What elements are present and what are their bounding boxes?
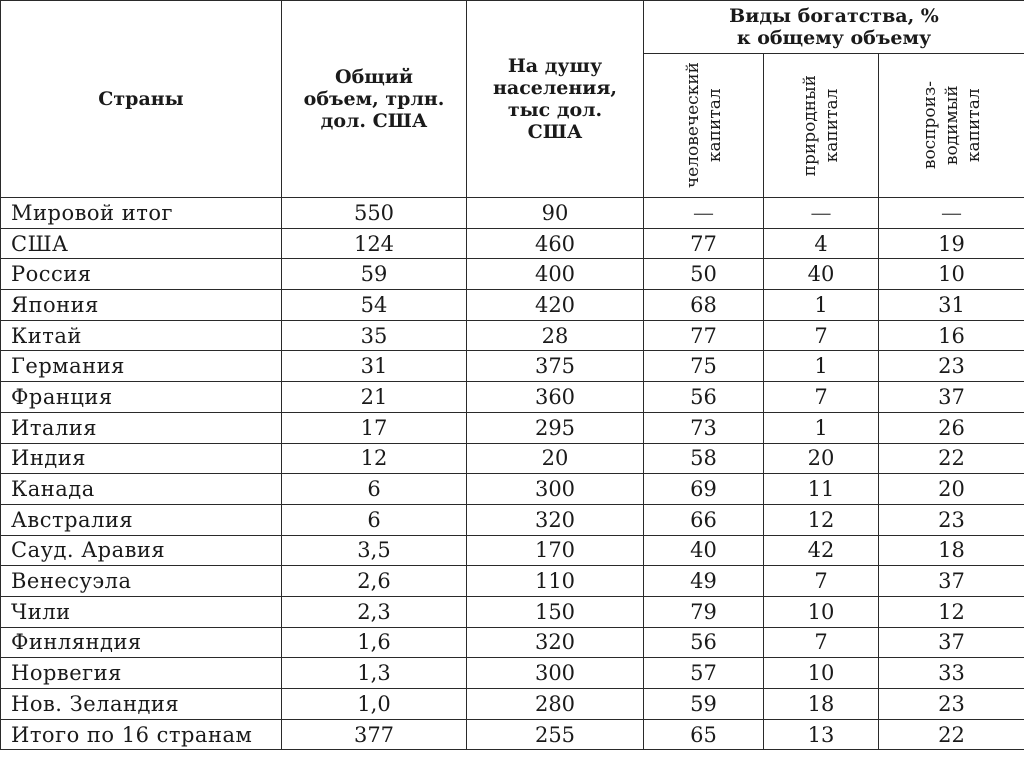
country-cell: Германия	[1, 351, 282, 382]
table-row	[1, 351, 1024, 382]
per-capita-cell: 280	[467, 689, 644, 720]
per-capita-cell: 360	[467, 382, 644, 413]
header-natural-capital	[764, 54, 879, 198]
per-capita-cell: 295	[467, 412, 644, 443]
natural-capital-cell: 18	[764, 689, 879, 720]
natural-capital-cell: 7	[764, 320, 879, 351]
header-per-capita-label: На душу населения, тыс дол. США	[492, 55, 617, 143]
header-human-capital	[644, 54, 764, 198]
reproducible-capital-cell: 22	[879, 719, 1024, 750]
total-cell: 1,6	[282, 627, 467, 658]
reproducible-capital-cell: 31	[879, 290, 1024, 321]
human-capital-cell: 56	[644, 382, 764, 413]
reproducible-capital-cell: 10	[879, 259, 1024, 290]
total-cell: 6	[282, 474, 467, 505]
header-wealth-types-label: Виды богатства, % к общему объему	[729, 5, 939, 49]
per-capita-cell: 170	[467, 535, 644, 566]
natural-capital-cell: 7	[764, 627, 879, 658]
natural-capital-cell: 13	[764, 719, 879, 750]
table-row	[1, 290, 1024, 321]
header-natural-capital-label: природный капитал	[800, 74, 842, 177]
natural-capital-cell: 10	[764, 596, 879, 627]
natural-capital-cell: 10	[764, 658, 879, 689]
human-capital-cell: 75	[644, 351, 764, 382]
country-cell: Чили	[1, 596, 282, 627]
per-capita-cell: 320	[467, 504, 644, 535]
country-cell: Австралия	[1, 504, 282, 535]
total-cell: 31	[282, 351, 467, 382]
per-capita-cell: 420	[467, 290, 644, 321]
human-capital-cell: 79	[644, 596, 764, 627]
reproducible-capital-cell: 22	[879, 443, 1024, 474]
total-cell: 550	[282, 198, 467, 229]
table-row	[1, 719, 1024, 750]
reproducible-capital-cell: 37	[879, 627, 1024, 658]
table-row	[1, 658, 1024, 689]
total-cell: 124	[282, 228, 467, 259]
country-cell: Сауд. Аравия	[1, 535, 282, 566]
natural-capital-cell: 12	[764, 504, 879, 535]
natural-capital-cell: 20	[764, 443, 879, 474]
natural-capital-cell: 1	[764, 351, 879, 382]
total-cell: 377	[282, 719, 467, 750]
reproducible-capital-cell: 26	[879, 412, 1024, 443]
human-capital-cell: 77	[644, 228, 764, 259]
reproducible-capital-cell: 18	[879, 535, 1024, 566]
country-cell: Норвегия	[1, 658, 282, 689]
total-cell: 2,6	[282, 566, 467, 597]
natural-capital-cell: —	[764, 198, 879, 229]
table-row	[1, 474, 1024, 505]
per-capita-cell: 300	[467, 658, 644, 689]
header-total-label: Общий объем, трлн. дол. США	[303, 66, 445, 132]
reproducible-capital-cell: 23	[879, 689, 1024, 720]
country-cell: Италия	[1, 412, 282, 443]
total-cell: 2,3	[282, 596, 467, 627]
natural-capital-cell: 40	[764, 259, 879, 290]
natural-capital-cell: 7	[764, 566, 879, 597]
natural-capital-cell: 42	[764, 535, 879, 566]
human-capital-cell: 40	[644, 535, 764, 566]
header-per-capita	[467, 1, 644, 198]
per-capita-cell: 375	[467, 351, 644, 382]
table-row	[1, 689, 1024, 720]
header-countries-label: Страны	[98, 88, 184, 110]
table-row	[1, 412, 1024, 443]
country-cell: США	[1, 228, 282, 259]
natural-capital-cell: 7	[764, 382, 879, 413]
human-capital-cell: 50	[644, 259, 764, 290]
human-capital-cell: —	[644, 198, 764, 229]
per-capita-cell: 300	[467, 474, 644, 505]
table-header	[1, 1, 1024, 198]
per-capita-cell: 90	[467, 198, 644, 229]
country-cell: Япония	[1, 290, 282, 321]
table-row	[1, 596, 1024, 627]
human-capital-cell: 49	[644, 566, 764, 597]
header-reproducible-capital-label: воспроиз- водимый капитал	[919, 81, 984, 170]
total-cell: 3,5	[282, 535, 467, 566]
per-capita-cell: 460	[467, 228, 644, 259]
reproducible-capital-cell: 23	[879, 504, 1024, 535]
country-cell: Венесуэла	[1, 566, 282, 597]
header-countries	[1, 1, 282, 198]
table-row	[1, 320, 1024, 351]
total-cell: 17	[282, 412, 467, 443]
header-reproducible-capital	[879, 54, 1024, 198]
country-cell: Канада	[1, 474, 282, 505]
country-cell: Итого по 16 странам	[1, 719, 282, 750]
table-row	[1, 228, 1024, 259]
reproducible-capital-cell: 37	[879, 566, 1024, 597]
per-capita-cell: 320	[467, 627, 644, 658]
total-cell: 35	[282, 320, 467, 351]
natural-capital-cell: 4	[764, 228, 879, 259]
total-cell: 59	[282, 259, 467, 290]
reproducible-capital-cell: 33	[879, 658, 1024, 689]
per-capita-cell: 400	[467, 259, 644, 290]
header-wealth-types	[644, 1, 1024, 54]
per-capita-cell: 110	[467, 566, 644, 597]
reproducible-capital-cell: 37	[879, 382, 1024, 413]
country-cell: Франция	[1, 382, 282, 413]
per-capita-cell: 255	[467, 719, 644, 750]
table-row	[1, 382, 1024, 413]
natural-capital-cell: 1	[764, 290, 879, 321]
human-capital-cell: 58	[644, 443, 764, 474]
reproducible-capital-cell: 20	[879, 474, 1024, 505]
table-row	[1, 504, 1024, 535]
natural-capital-cell: 11	[764, 474, 879, 505]
country-cell: Китай	[1, 320, 282, 351]
human-capital-cell: 65	[644, 719, 764, 750]
human-capital-cell: 77	[644, 320, 764, 351]
table-row	[1, 566, 1024, 597]
human-capital-cell: 66	[644, 504, 764, 535]
table-row	[1, 198, 1024, 229]
country-cell: Нов. Зеландия	[1, 689, 282, 720]
total-cell: 21	[282, 382, 467, 413]
per-capita-cell: 20	[467, 443, 644, 474]
country-cell: Финляндия	[1, 627, 282, 658]
total-cell: 1,0	[282, 689, 467, 720]
reproducible-capital-cell: 12	[879, 596, 1024, 627]
human-capital-cell: 68	[644, 290, 764, 321]
table-row	[1, 535, 1024, 566]
reproducible-capital-cell: —	[879, 198, 1024, 229]
reproducible-capital-cell: 19	[879, 228, 1024, 259]
total-cell: 54	[282, 290, 467, 321]
reproducible-capital-cell: 16	[879, 320, 1024, 351]
human-capital-cell: 69	[644, 474, 764, 505]
total-cell: 6	[282, 504, 467, 535]
table-row	[1, 259, 1024, 290]
total-cell: 12	[282, 443, 467, 474]
per-capita-cell: 150	[467, 596, 644, 627]
total-cell: 1,3	[282, 658, 467, 689]
header-total	[282, 1, 467, 198]
human-capital-cell: 56	[644, 627, 764, 658]
header-human-capital-label: человеческий капитал	[682, 62, 725, 189]
country-cell: Россия	[1, 259, 282, 290]
table-row	[1, 443, 1024, 474]
country-cell: Мировой итог	[1, 198, 282, 229]
country-cell: Индия	[1, 443, 282, 474]
per-capita-cell: 28	[467, 320, 644, 351]
reproducible-capital-cell: 23	[879, 351, 1024, 382]
table-body	[1, 198, 1024, 750]
natural-capital-cell: 1	[764, 412, 879, 443]
human-capital-cell: 73	[644, 412, 764, 443]
human-capital-cell: 57	[644, 658, 764, 689]
table-row	[1, 627, 1024, 658]
human-capital-cell: 59	[644, 689, 764, 720]
